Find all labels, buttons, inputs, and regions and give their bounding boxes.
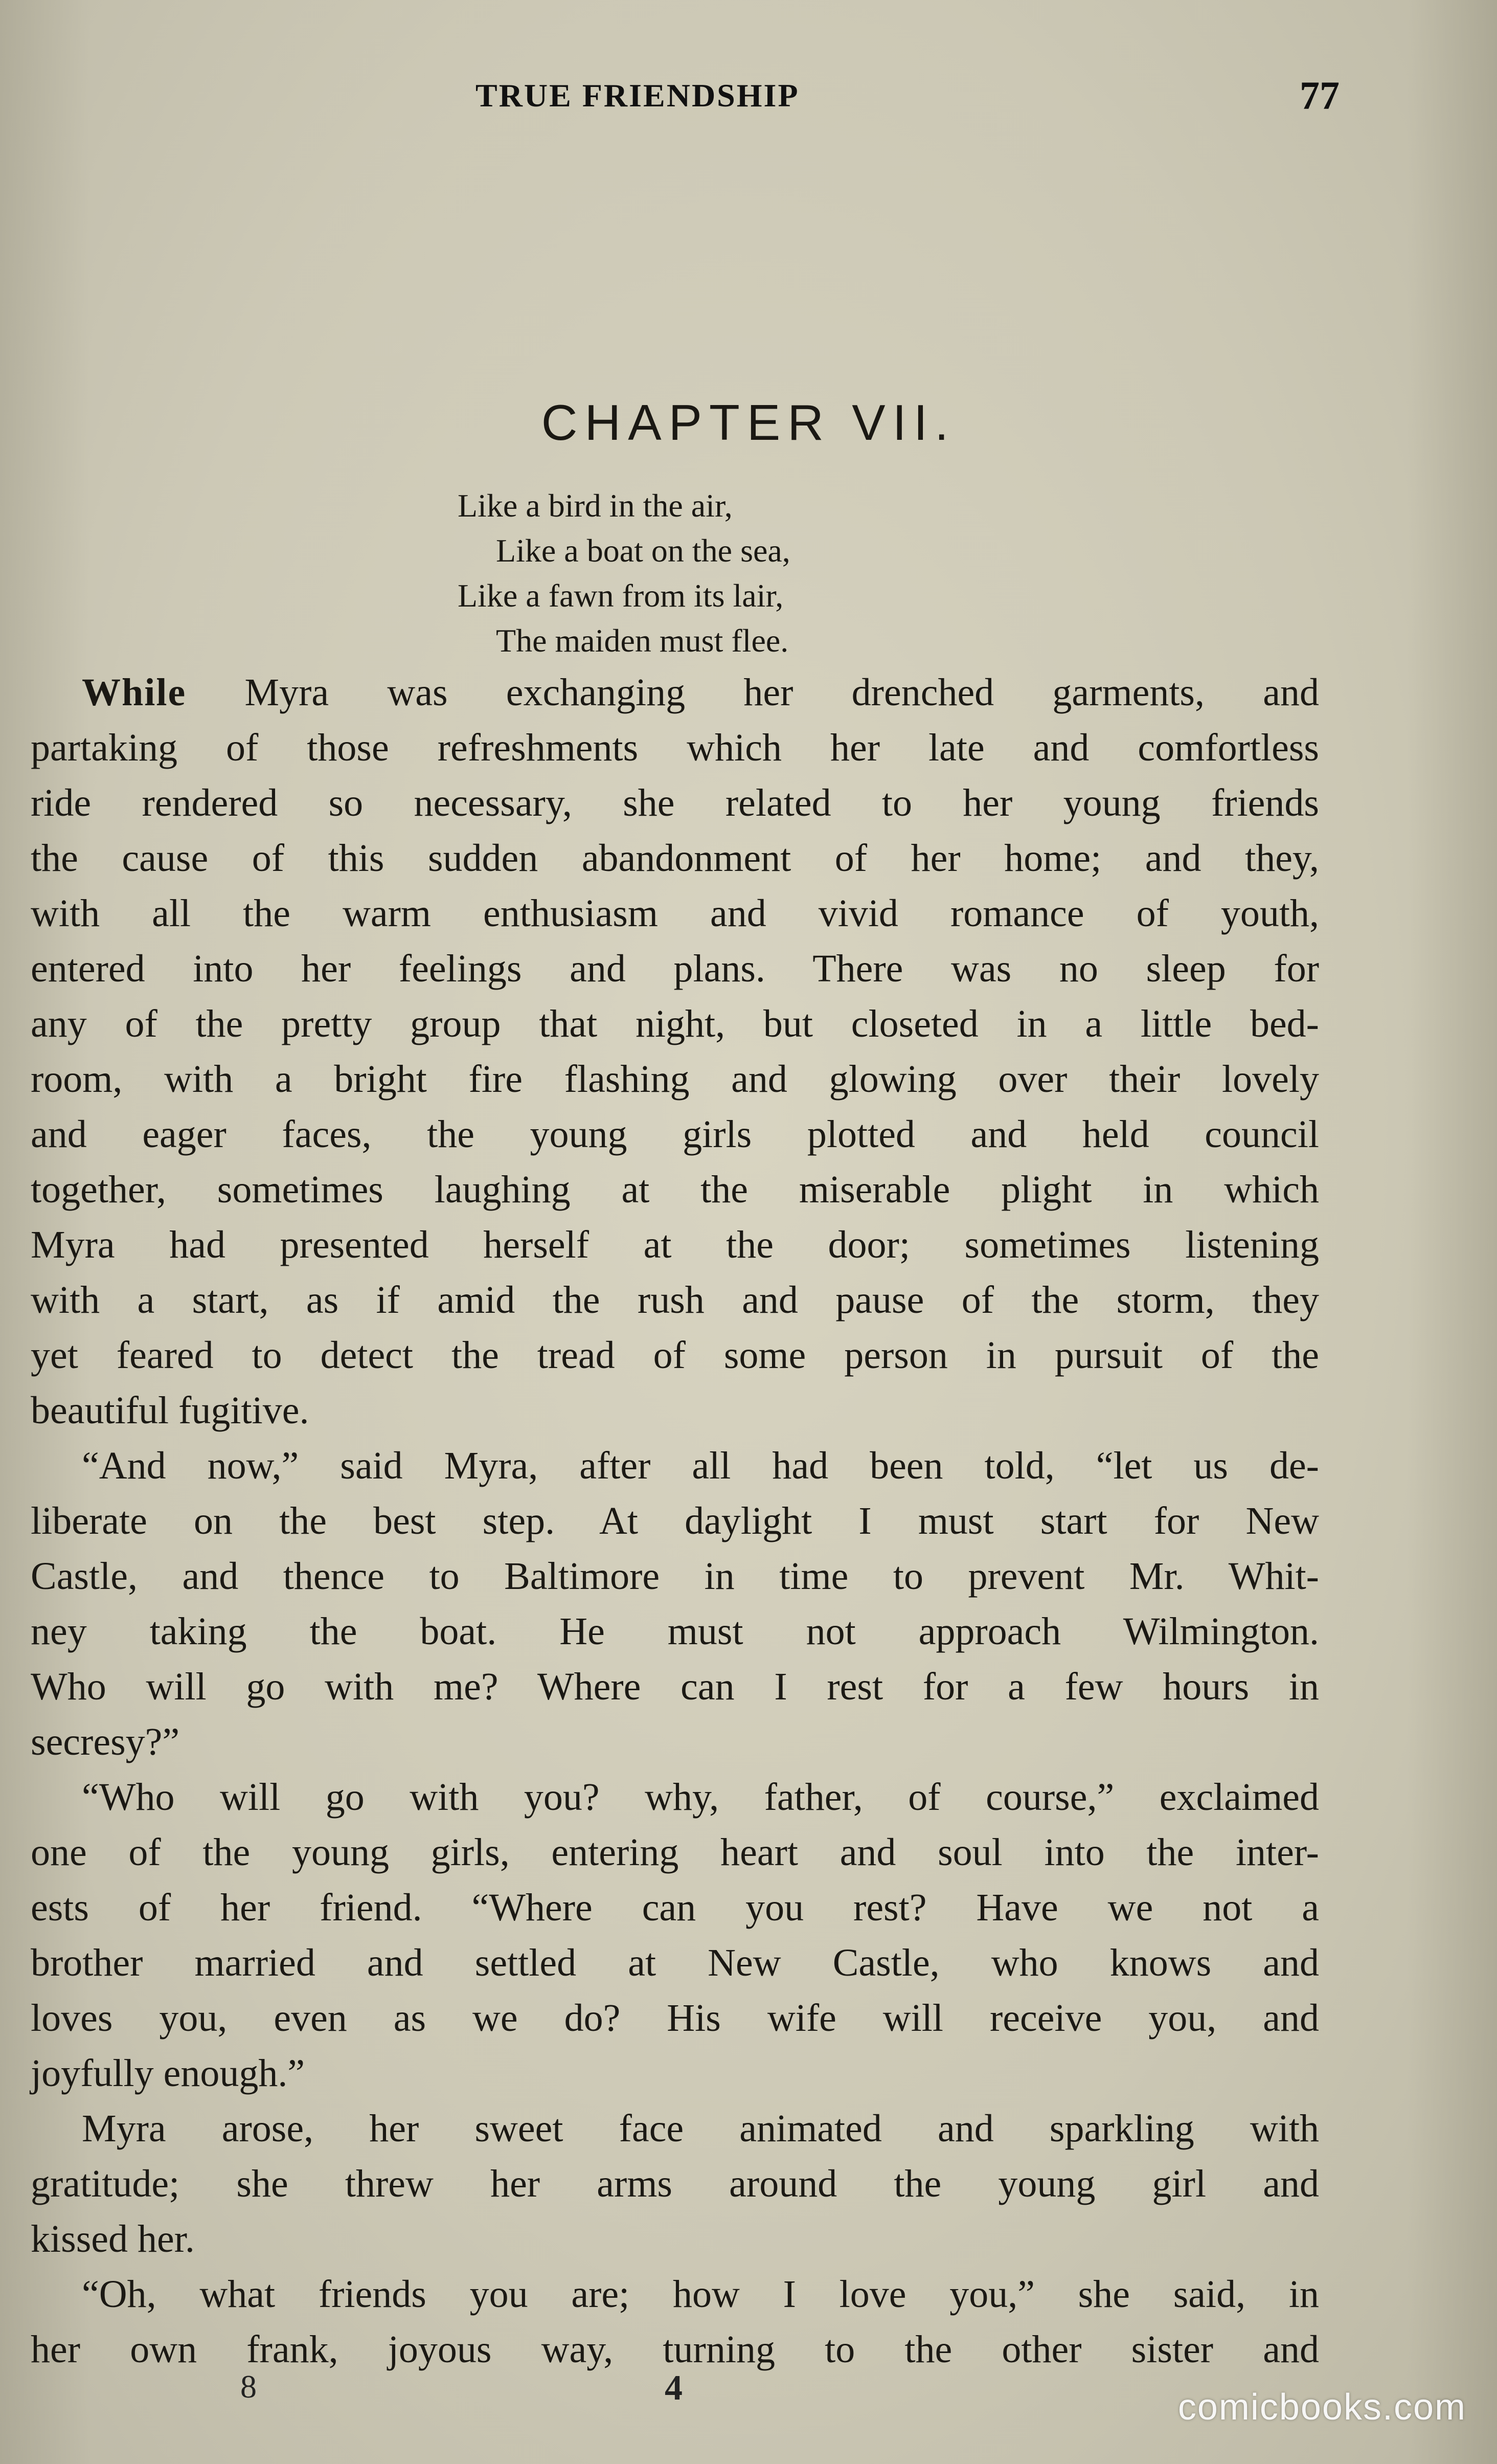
text-line: her own frank, joyous way, turning to the other sister and <box>31 2328 1319 2371</box>
text-line: with a start, as if amid the rush and pause of the storm, they <box>31 1279 1319 1321</box>
signature-mark: 8 <box>240 2368 257 2405</box>
text-line: any of the pretty group that night, but closeted in a little bed- <box>31 1002 1319 1045</box>
text-line: While Myra was exchanging her drenched garments, and <box>82 671 1319 714</box>
text-line: gratitude; she threw her arms around the young girl and <box>31 2162 1319 2205</box>
text-line: together, sometimes laughing at the miserable plight in which <box>31 1168 1319 1211</box>
text-line: “Oh, what friends you are; how I love you,” she said, in <box>82 2273 1319 2316</box>
text-line: ney taking the boat. He must not approach Wilmington. <box>31 1610 1319 1653</box>
text-line: and eager faces, the young girls plotted and held council <box>31 1113 1319 1156</box>
lead-word: While <box>82 671 187 714</box>
text-line: room, with a bright fire flashing and glowing over their lovely <box>31 1058 1319 1101</box>
text-line: “And now,” said Myra, after all had been told, “let us de- <box>82 1444 1319 1487</box>
text-line: Castle, and thence to Baltimore in time to prevent Mr. Whit- <box>31 1555 1319 1598</box>
text-line: yet feared to detect the tread of some person in pursuit of the <box>31 1334 1319 1377</box>
text-line: Who will go with me? Where can I rest for a few hours in <box>31 1665 1319 1708</box>
text-line: ride rendered so necessary, she related to her young friends <box>31 781 1319 824</box>
epigraph-line: Like a boat on the sea, <box>496 532 790 569</box>
text-line: the cause of this sudden abandonment of her home; and they, <box>31 837 1319 880</box>
epigraph-line: Like a bird in the air, <box>458 487 733 524</box>
text-line: entered into her feelings and plans. There was no sleep for <box>31 947 1319 990</box>
epigraph-line: Like a fawn from its lair, <box>458 577 784 614</box>
text-line: with all the warm enthusiasm and vivid romance of youth, <box>31 892 1319 935</box>
text-line: partaking of those refreshments which her late and comfortless <box>31 726 1319 769</box>
text-line: secresy?” <box>31 1720 180 1763</box>
epigraph-line: The maiden must flee. <box>496 622 789 659</box>
running-title: TRUE FRIENDSHIP <box>475 77 800 114</box>
epigraph <box>0 483 1497 663</box>
text-line: Myra had presented herself at the door; sometimes listening <box>31 1223 1319 1266</box>
text-line: Myra arose, her sweet face animated and sparkling with <box>82 2107 1319 2150</box>
text-line: kissed her. <box>31 2217 195 2260</box>
text-line: joyfully enough.” <box>31 2052 305 2095</box>
text-line: loves you, even as we do? His wife will receive you, and <box>31 1997 1319 2040</box>
chapter-body <box>31 665 1319 2377</box>
chapter-title: CHAPTER VII. <box>541 394 956 451</box>
text-line: one of the young girls, entering heart and soul into the inter- <box>31 1831 1319 1874</box>
text-line: ests of her friend. “Where can you rest? Have we not a <box>31 1886 1319 1929</box>
text-line: “Who will go with you? why, father, of course,” exclaimed <box>82 1776 1319 1819</box>
text-line: brother married and settled at New Castle, who knows and <box>31 1941 1319 1984</box>
page-header <box>31 73 1340 118</box>
text-line: beautiful fugitive. <box>31 1389 309 1432</box>
watermark: comicbooks.com <box>1177 2387 1466 2428</box>
page-number: 77 <box>1300 73 1340 118</box>
text-line: liberate on the best step. At daylight I must start for New <box>31 1499 1319 1542</box>
folio-number: 4 <box>665 2368 683 2408</box>
